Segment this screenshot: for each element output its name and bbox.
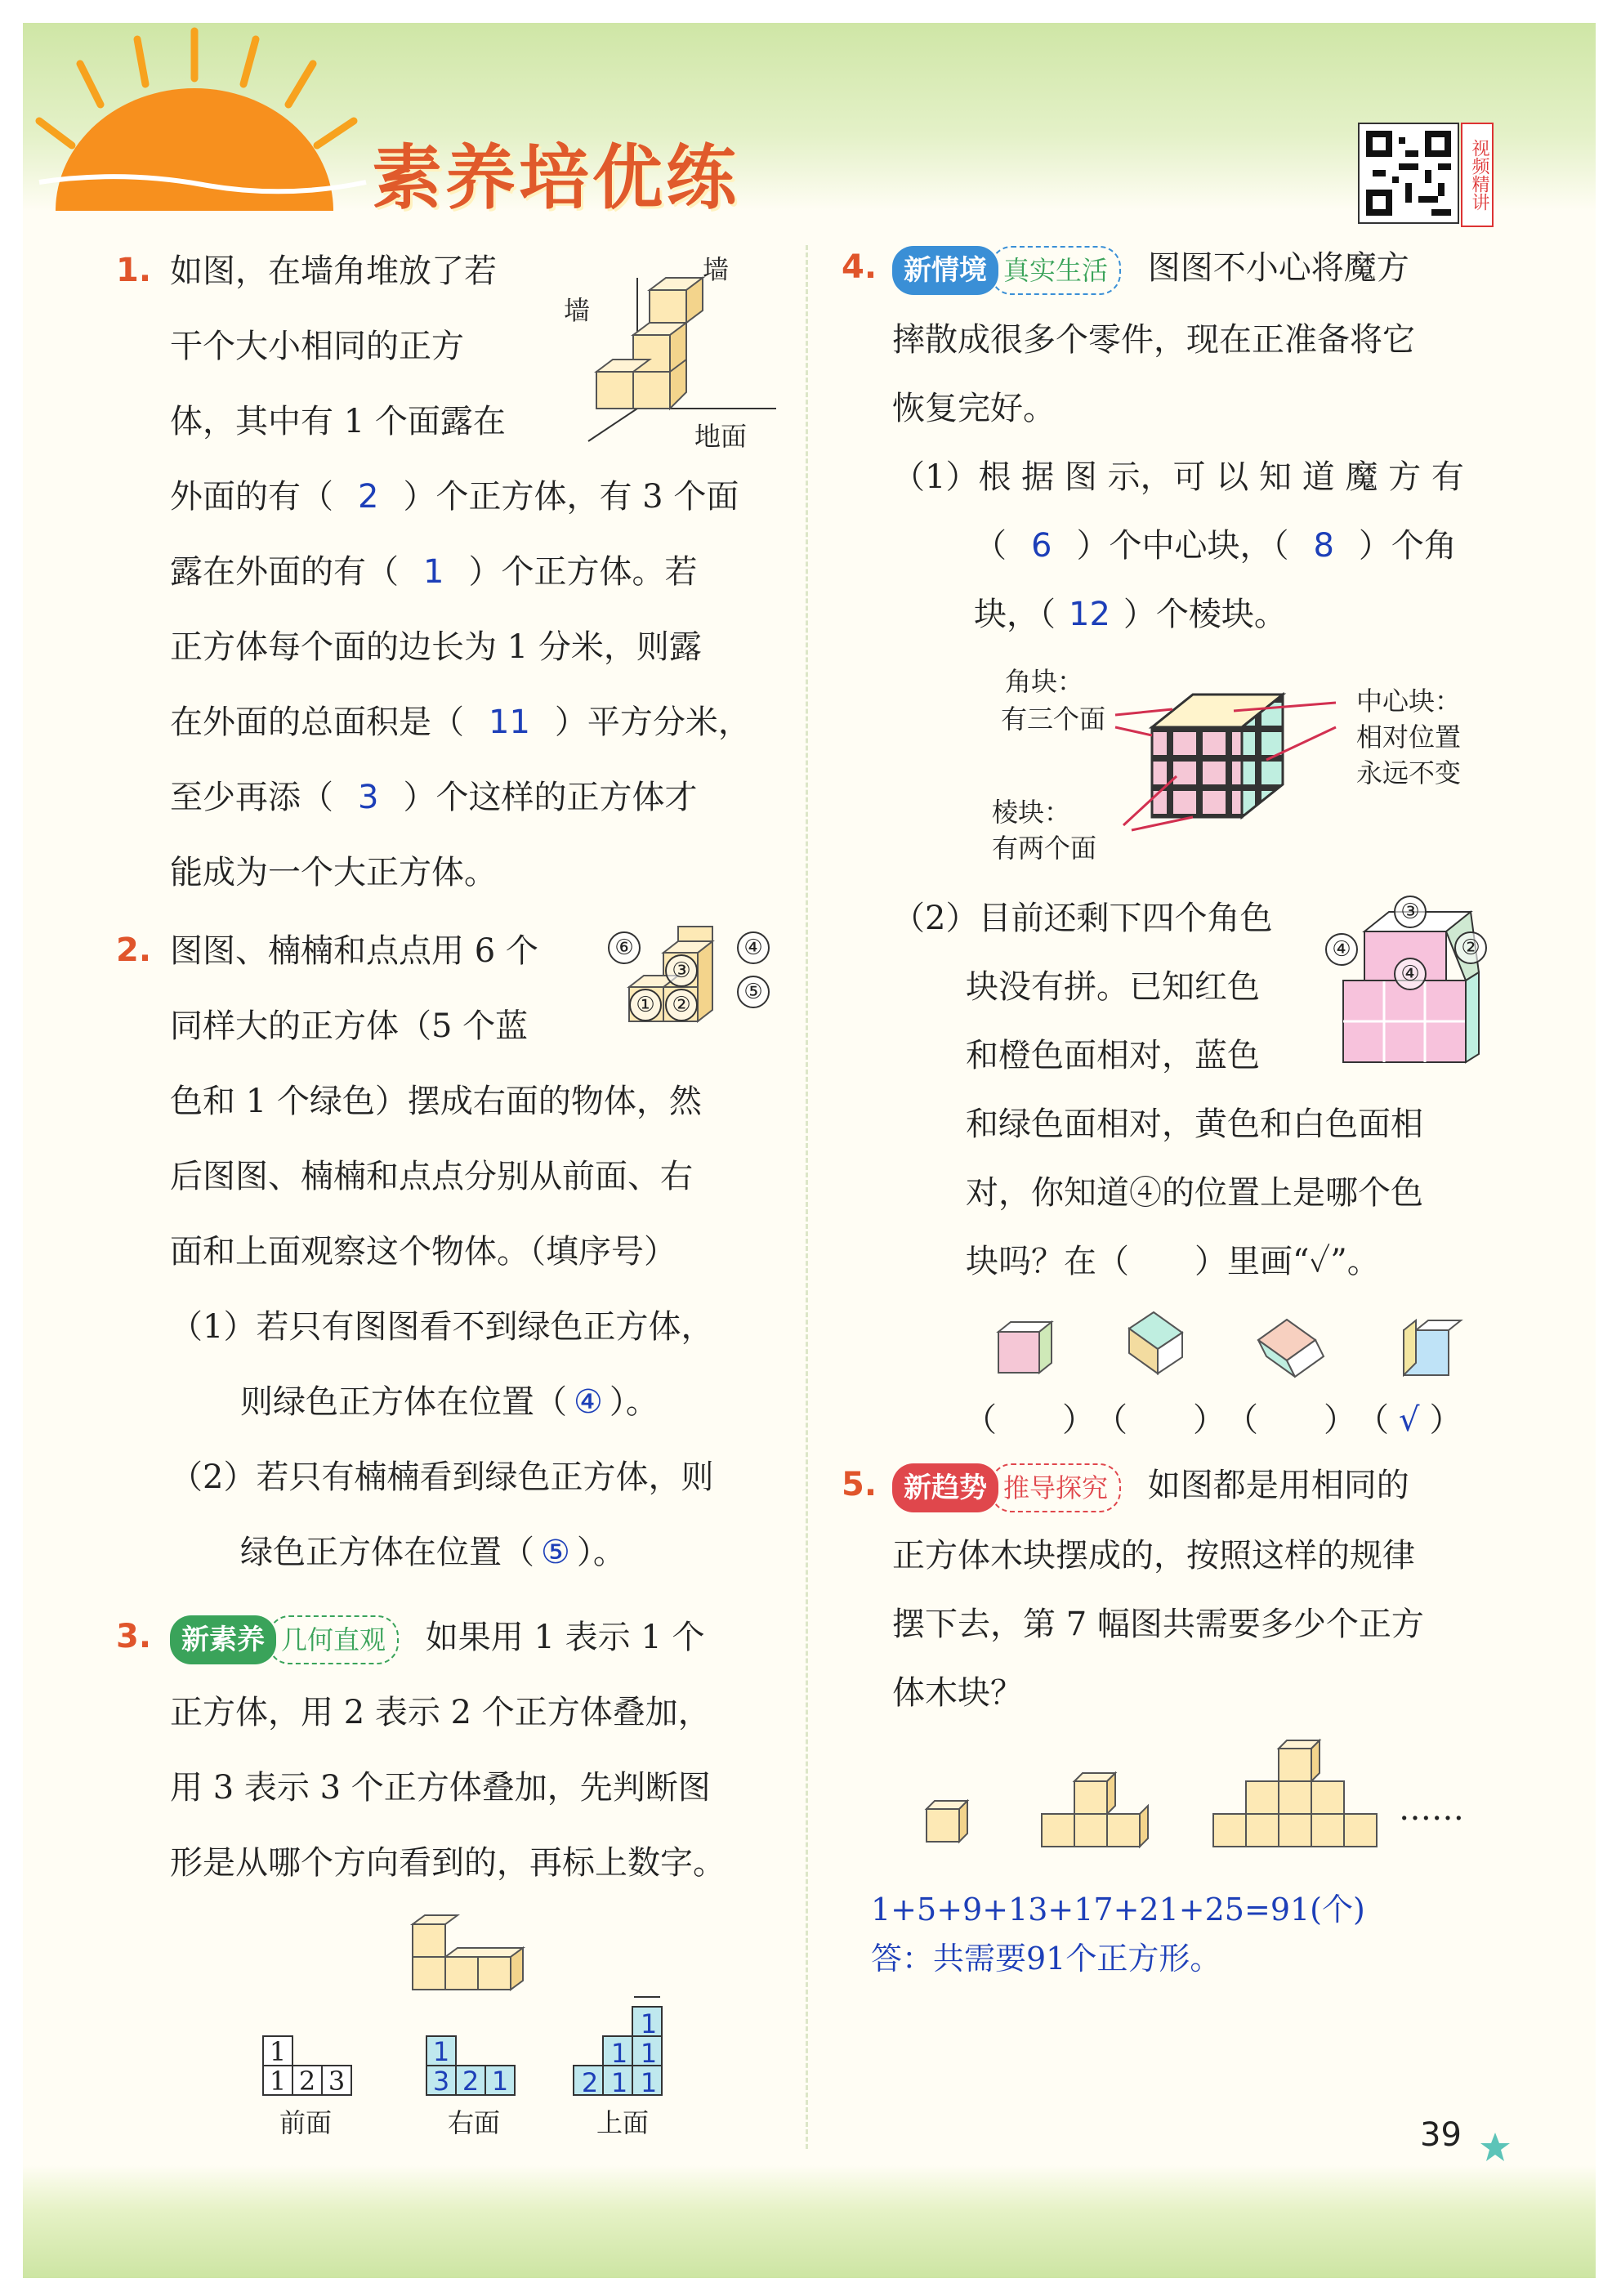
p4-tag: 新情境 xyxy=(892,246,998,295)
p4-question-2-line-3: 和橙色面相对，蓝色 xyxy=(966,1037,1260,1074)
p4-question-2-line-1: （2）目前还剩下四个角色 xyxy=(892,900,1273,937)
p4-choice-cube-1 xyxy=(990,1316,1064,1381)
p1-answer-4: 3 xyxy=(358,779,379,816)
p2-fig-label-2: ② xyxy=(665,989,698,1021)
p1-fig-wall-label-1: 墙 xyxy=(703,254,730,285)
p4-choice-bracket-4: （ √ ） xyxy=(1356,1401,1462,1439)
p2-question-1-line-1: （1）若只有图图看不到绿色正方体， xyxy=(170,1308,714,1346)
p1-line-9: 能成为一个大正方体。 xyxy=(170,854,497,891)
p4-question-1-line-2: （ 6 ）个中心块，（ 8 ）个角 xyxy=(974,527,1457,565)
p1-line-4: 外面的有（ 2 ）个正方体，有 3 个面 xyxy=(170,478,739,516)
p3-top-cell: 1 xyxy=(640,2067,658,2098)
p2-line-3: 色和 1 个绿色）摆成右面的物体，然 xyxy=(170,1083,702,1120)
problem-1-number: 1. xyxy=(116,252,152,289)
p4-answer-2: 8 xyxy=(1313,527,1334,565)
p2-line-1: 图图、楠楠和点点用 6 个 xyxy=(170,932,538,970)
p4-question-2-line-6: 块吗？在（ ）里画“✓”。 xyxy=(966,1243,1380,1280)
p4-fig-center-label-1: 中心块： xyxy=(1356,686,1462,717)
p3-cube-figure xyxy=(409,1912,547,2002)
p5-tag: 新趋势 xyxy=(892,1463,998,1512)
star-icon xyxy=(1479,2131,1512,2164)
p4-choice-cube-4 xyxy=(1395,1316,1469,1381)
p1-line-7: 在外面的总面积是（ 11 ）平方分米， xyxy=(170,704,751,741)
p5-solution-line-2: 答：共需要91个正方形。 xyxy=(871,1941,1221,1977)
p4-question-1-line-3: 块，（ 12 ）个棱块。 xyxy=(974,596,1287,633)
p4-choice-cube-3 xyxy=(1250,1307,1332,1389)
p1-answer-3: 11 xyxy=(489,704,530,741)
p2-fig-label-3: ③ xyxy=(665,954,698,987)
p4-line-3: 恢复完好。 xyxy=(892,390,1056,427)
p4-fig-center-label-3: 永远不变 xyxy=(1356,757,1462,788)
p1-line-6: 正方体每个面的边长为 1 分米，则露 xyxy=(170,628,702,666)
p4-answer-3: 12 xyxy=(1069,596,1110,633)
problem-5-number: 5. xyxy=(842,1466,877,1503)
page-title: 素养培优练 xyxy=(372,137,739,219)
qr-code-icon[interactable] xyxy=(1358,123,1459,224)
column-divider xyxy=(806,245,808,2149)
p4-fig-center-label-2: 相对位置 xyxy=(1356,721,1462,753)
p5-line-1: 新趋势 推导探究 如图都是用相同的 xyxy=(892,1463,1409,1512)
p3-tag-2: 几何直观 xyxy=(268,1615,399,1664)
p3-front-cell: 3 xyxy=(328,2066,346,2097)
p3-line-1: 新素养 几何直观 如果用 1 表示 1 个 xyxy=(170,1615,705,1664)
p3-line-2: 正方体，用 2 表示 2 个正方体叠加， xyxy=(170,1694,711,1731)
page-number: 39 xyxy=(1420,2116,1462,2154)
p2-question-2-line-2: 绿色正方体在位置（ ⑤ ）。 xyxy=(240,1534,626,1571)
p5-line-4: 体木块？ xyxy=(892,1674,1023,1712)
p3-front-cell: 1 xyxy=(269,2066,287,2097)
p5-line-3: 摆下去，第 7 幅图共需要多少个正方 xyxy=(892,1606,1424,1643)
p2-line-2: 同样大的正方体（5 个蓝 xyxy=(170,1007,529,1045)
p3-right-cell: 2 xyxy=(462,2066,480,2097)
p3-line-4: 形是从哪个方向看到的，再标上数字。 xyxy=(170,1844,726,1882)
p4-fig2-label-4b: ④ xyxy=(1394,958,1427,990)
p3-right-cell: 1 xyxy=(491,2066,509,2097)
p3-right-cell: 3 xyxy=(432,2066,450,2097)
p3-tag: 新素养 xyxy=(170,1615,276,1664)
p4-fig2-label-3: ③ xyxy=(1394,896,1427,928)
p4-question-2-line-4: 和绿色面相对，黄色和白色面相 xyxy=(966,1106,1423,1143)
p4-fig-edge-label-1: 棱块： xyxy=(992,797,1071,828)
qr-video-tag: 视频精讲 xyxy=(1461,123,1494,227)
p4-question-2-line-2: 块没有拼。已知红色 xyxy=(966,968,1260,1006)
p3-front-cell: 2 xyxy=(298,2066,316,2097)
p2-question-2-line-1: （2）若只有楠楠看到绿色正方体，则 xyxy=(170,1458,714,1496)
p2-line-5: 面和上面观察这个物体。（填序号） xyxy=(170,1233,677,1271)
p5-pattern-figure-2 xyxy=(1038,1765,1152,1855)
p4-line-1: 新情境 真实生活 图图不小心将魔方 xyxy=(892,245,1409,295)
p1-line-8: 至少再添（ 3 ）个这样的正方体才 xyxy=(170,779,698,816)
p1-line-2: 干个大小相同的正方 xyxy=(170,328,464,365)
p1-line-3: 体，其中有 1 个面露在 xyxy=(170,403,506,440)
p5-pattern-figure-3 xyxy=(1209,1732,1389,1855)
p4-choice-answer: √ xyxy=(1399,1401,1420,1439)
p5-line-2: 正方体木块摆成的，按照这样的规律 xyxy=(892,1537,1415,1575)
footer-band xyxy=(23,2165,1596,2278)
p1-fig-floor-label: 地面 xyxy=(694,421,748,452)
p2-fig-label-5: ⑤ xyxy=(737,976,770,1008)
p3-top-cell: 1 xyxy=(610,2067,628,2098)
problem-3-number: 3. xyxy=(116,1618,152,1655)
p4-line-2: 摔散成很多个零件，现在正准备将它 xyxy=(892,321,1415,359)
p2-question-1-line-2: 则绿色正方体在位置（ ④ ）。 xyxy=(240,1383,659,1421)
p5-tag-2: 推导探究 xyxy=(990,1463,1121,1512)
p4-rubik-cube-figure xyxy=(1111,670,1340,833)
p3-right-cell: 1 xyxy=(432,2036,450,2067)
p4-choice-bracket-1: （ ） xyxy=(964,1401,1095,1439)
p1-answer-1: 2 xyxy=(358,478,379,516)
p1-wall-corner-figure xyxy=(572,245,784,458)
p4-fig2-label-2: ② xyxy=(1454,931,1487,964)
p4-answer-1: 6 xyxy=(1031,527,1052,565)
p5-ellipsis: …… xyxy=(1399,1790,1464,1828)
p4-fig-edge-label-2: 有两个面 xyxy=(992,833,1097,864)
p3-top-cell: 2 xyxy=(581,2067,599,2098)
problem-2-number: 2. xyxy=(116,931,152,969)
p4-fig-corner-label-1: 角块： xyxy=(1005,666,1084,697)
p3-top-cell: 1 xyxy=(640,2038,658,2069)
p3-front-cell: 1 xyxy=(269,2036,287,2067)
p5-solution-line-1: 1+5+9+13+17+21+25=91(个) xyxy=(871,1892,1365,1927)
p2-fig-label-6: ⑥ xyxy=(608,931,641,964)
p3-top-cell: 1 xyxy=(610,2038,628,2069)
p1-line-1: 如图，在墙角堆放了若 xyxy=(170,252,497,290)
p3-line-3: 用 3 表示 3 个正方体叠加，先判断图 xyxy=(170,1769,711,1807)
p1-line-5: 露在外面的有（ 1 ）个正方体。若 xyxy=(170,553,698,591)
p4-choice-bracket-3: （ ） xyxy=(1226,1401,1356,1439)
p1-answer-2: 1 xyxy=(423,553,444,591)
p2-fig-label-1: ① xyxy=(629,989,662,1021)
p2-fig-label-4: ④ xyxy=(737,931,770,964)
problem-4-number: 4. xyxy=(842,248,877,286)
p3-view-right-label: 右面 xyxy=(448,2107,501,2138)
p2-answer-1: ④ xyxy=(574,1383,603,1421)
sun-decoration xyxy=(23,23,366,211)
p4-fig-corner-label-2: 有三个面 xyxy=(1001,704,1106,735)
p2-answer-2: ⑤ xyxy=(541,1534,570,1571)
p3-top-cell: 1 xyxy=(640,2008,658,2039)
p4-question-1-line-1: （1）根 据 图 示，可 以 知 道 魔 方 有 xyxy=(892,458,1464,496)
p4-choice-cube-2 xyxy=(1121,1304,1194,1386)
p4-fig2-label-4a: ④ xyxy=(1325,933,1358,966)
p1-fig-wall-label-2: 墙 xyxy=(564,295,591,326)
p2-line-4: 后图图、楠楠和点点分别从前面、右 xyxy=(170,1158,693,1195)
p4-choice-bracket-2: （ ） xyxy=(1095,1401,1226,1439)
p4-question-2-line-5: 对，你知道④的位置上是哪个色 xyxy=(966,1174,1423,1212)
p5-pattern-figure-1 xyxy=(923,1798,972,1847)
p4-tag-2: 真实生活 xyxy=(990,246,1121,295)
p3-view-front-label: 前面 xyxy=(279,2107,333,2138)
p3-view-top-label: 上面 xyxy=(596,2107,650,2138)
